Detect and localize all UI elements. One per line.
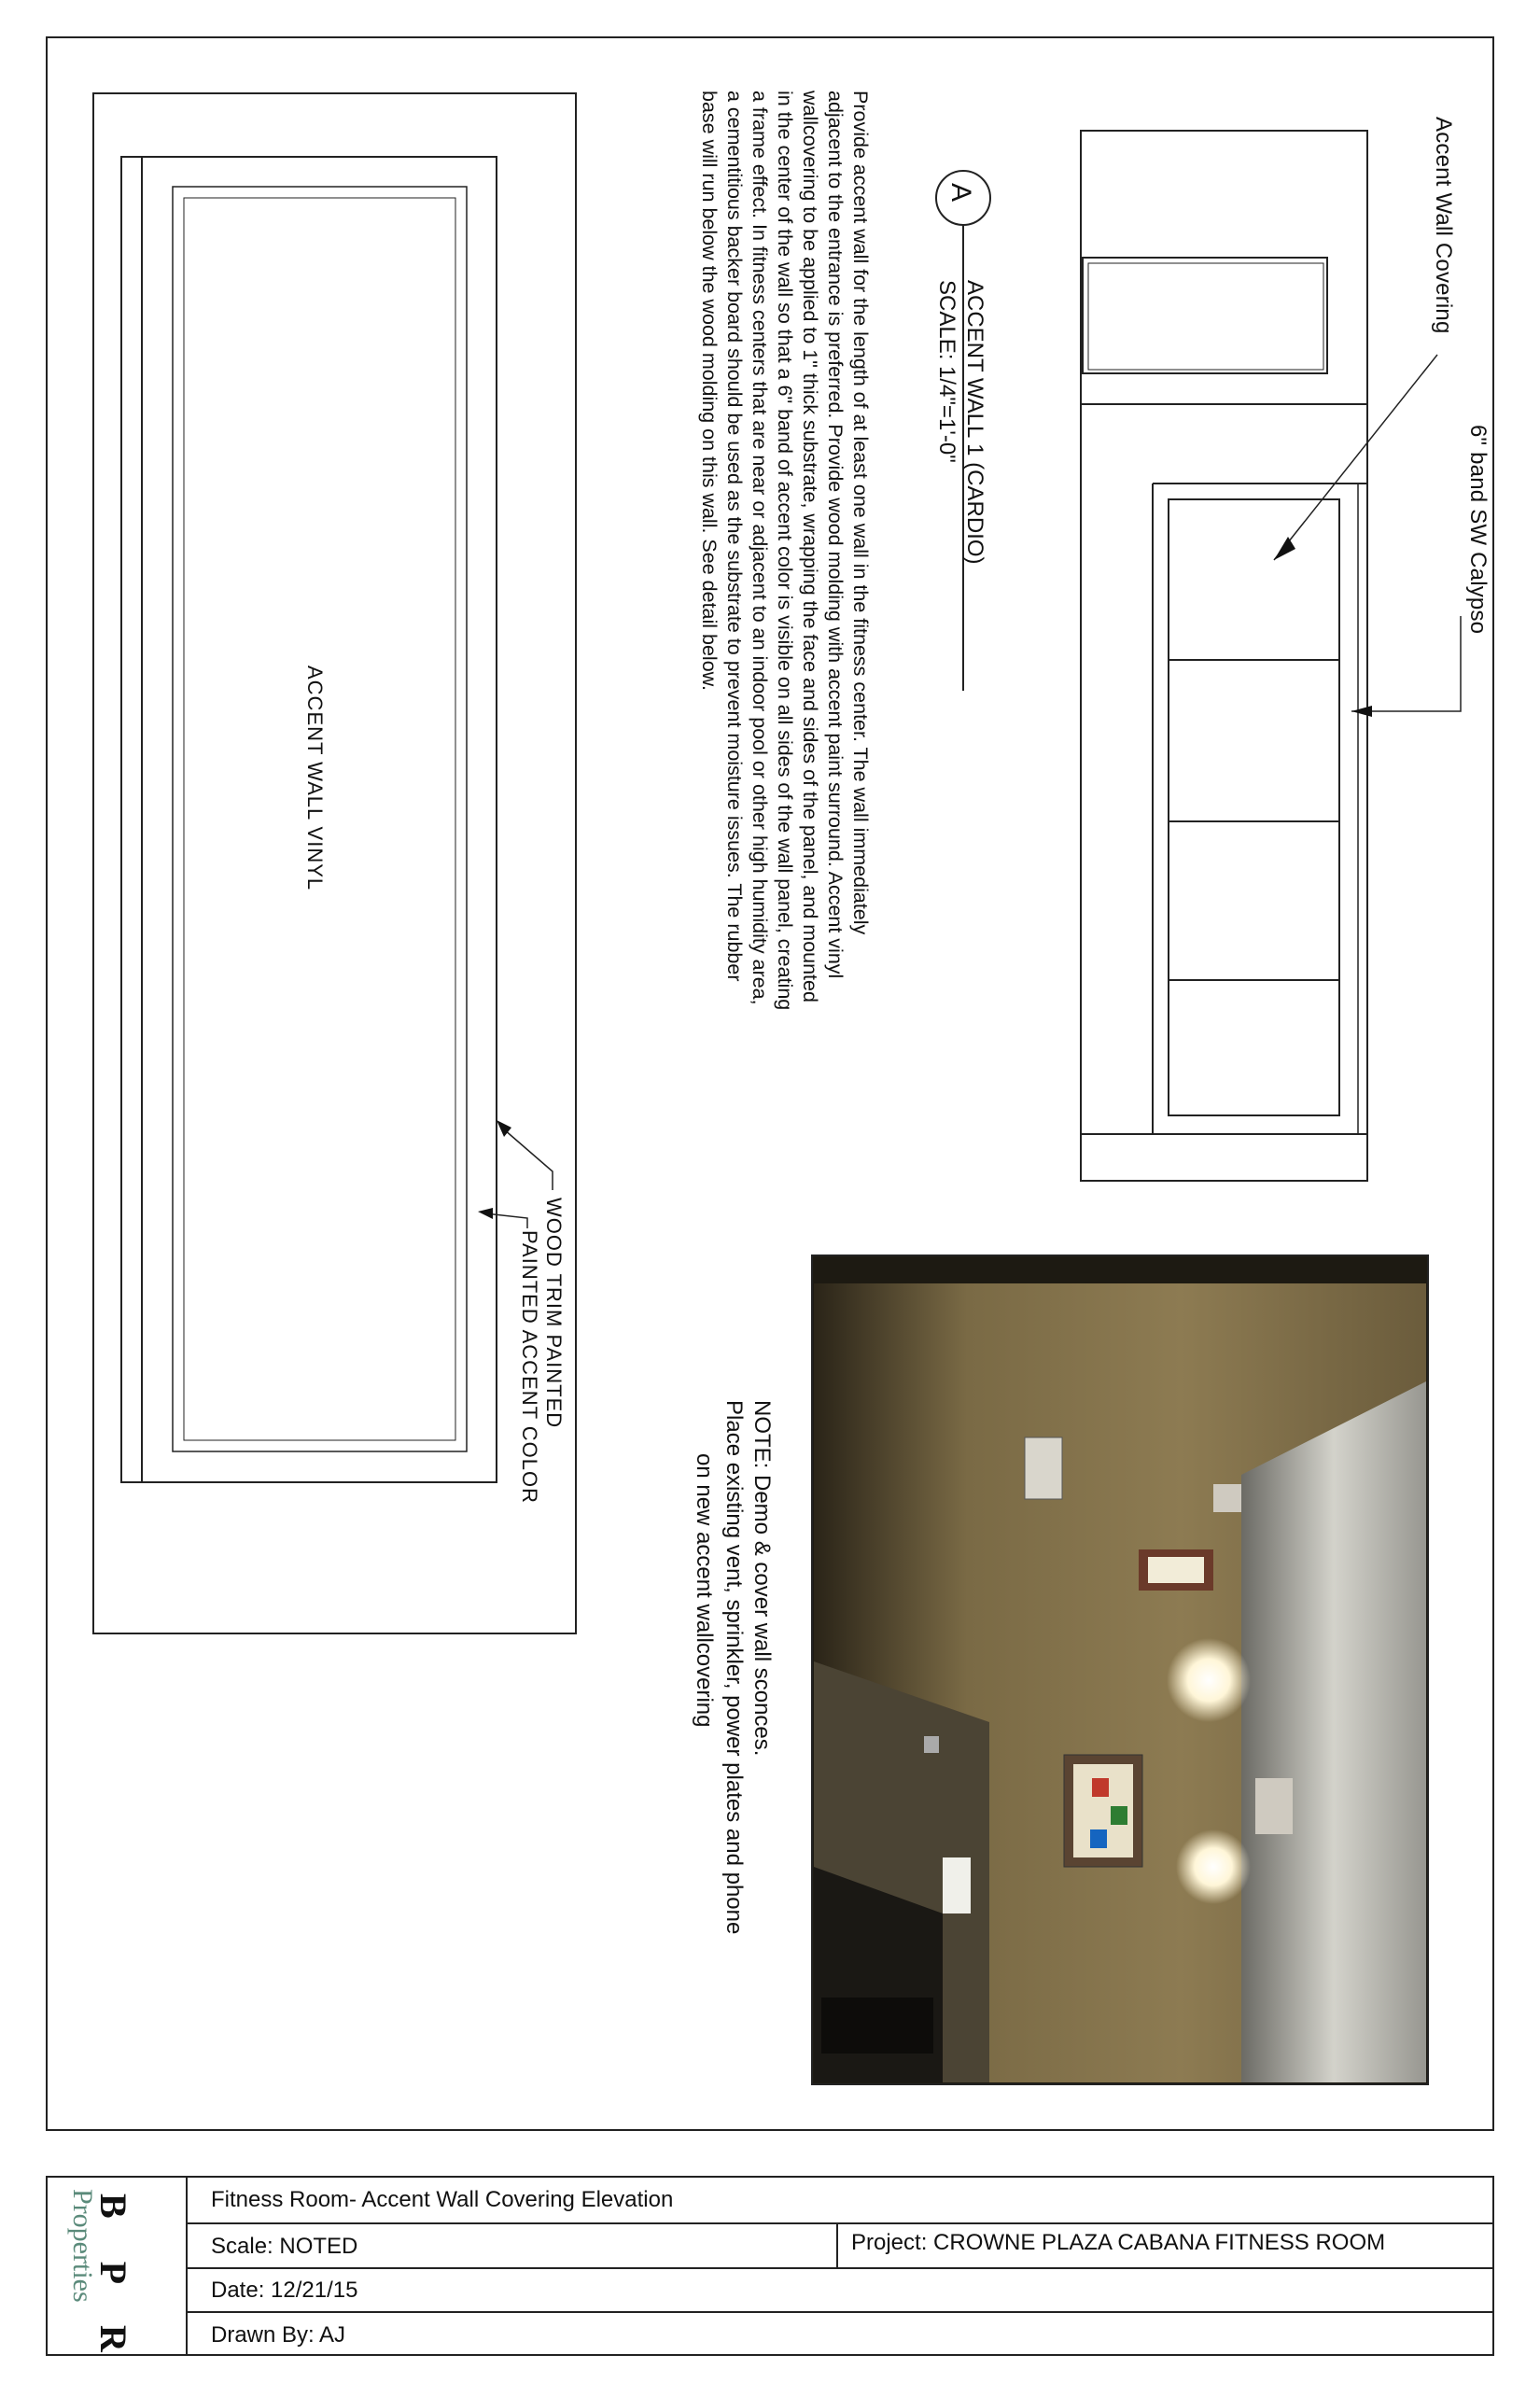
section-title: ACCENT WALL 1 (CARDIO) [962, 280, 987, 565]
date-field: Date: 12/21/15 [211, 2278, 358, 2303]
detail-arrowheads [478, 1120, 511, 1219]
photo-note-line1: NOTE: Demo & cover wall sconces. [749, 1400, 775, 1757]
drawn-by-field: Drawn By: AJ [211, 2322, 346, 2348]
sheet-title: Fitness Room- Accent Wall Covering Elevation [211, 2187, 674, 2212]
photo-note-line3: on new accent wallcovering [692, 1453, 717, 1728]
photo-note-line2: Place existing vent, sprinkler, power plates and phone [721, 1400, 747, 1935]
scale-field: Scale: NOTED [211, 2234, 358, 2259]
accent-wall-detail [93, 93, 576, 1633]
callout-accent-wall-covering: Accent Wall Covering [1431, 117, 1456, 334]
project-field: Project: CROWNE PLAZA CABANA FITNESS ROOM [851, 2230, 1386, 2255]
callout-band-calypso: 6" band SW Calypso [1465, 425, 1491, 635]
accent-wall-description: Provide accent wall for the length of at least one wall in the fitness center. The wall immediately adjacent to the entrance is preferred. Provide wood molding with accent paint surround. Accent vinyl wallcovering to be applied to 1" thick substrate, wrapping the face and sides of the panel, and mounted in the center of the wall so that a 6" band of accent color is visible on all sides of the wall panel, creating a frame effect. In fitness centers that are near or adjacent to an indoor pool or other high humidity area, a cementitious backer board should be used as the substrate to prevent moisture issues. The rubber base will run below the wood molding on this wall. See detail below. [698, 91, 872, 1011]
section-scale: SCALE: 1/4"=1'-0" [934, 280, 959, 463]
callout-wood-trim: WOOD TRIM PAINTED [542, 1198, 566, 1429]
section-marker-letter: A [945, 183, 976, 203]
callout-painted-accent: PAINTED ACCENT COLOR [518, 1230, 541, 1505]
logo-letters: B P R [92, 2194, 134, 2369]
logo-word: Properties [67, 2189, 98, 2303]
elevation-drawing [1081, 131, 1461, 1181]
existing-wall-photo [812, 1255, 1428, 2084]
detail-center-label: ACCENT WALL VINYL [303, 666, 327, 891]
